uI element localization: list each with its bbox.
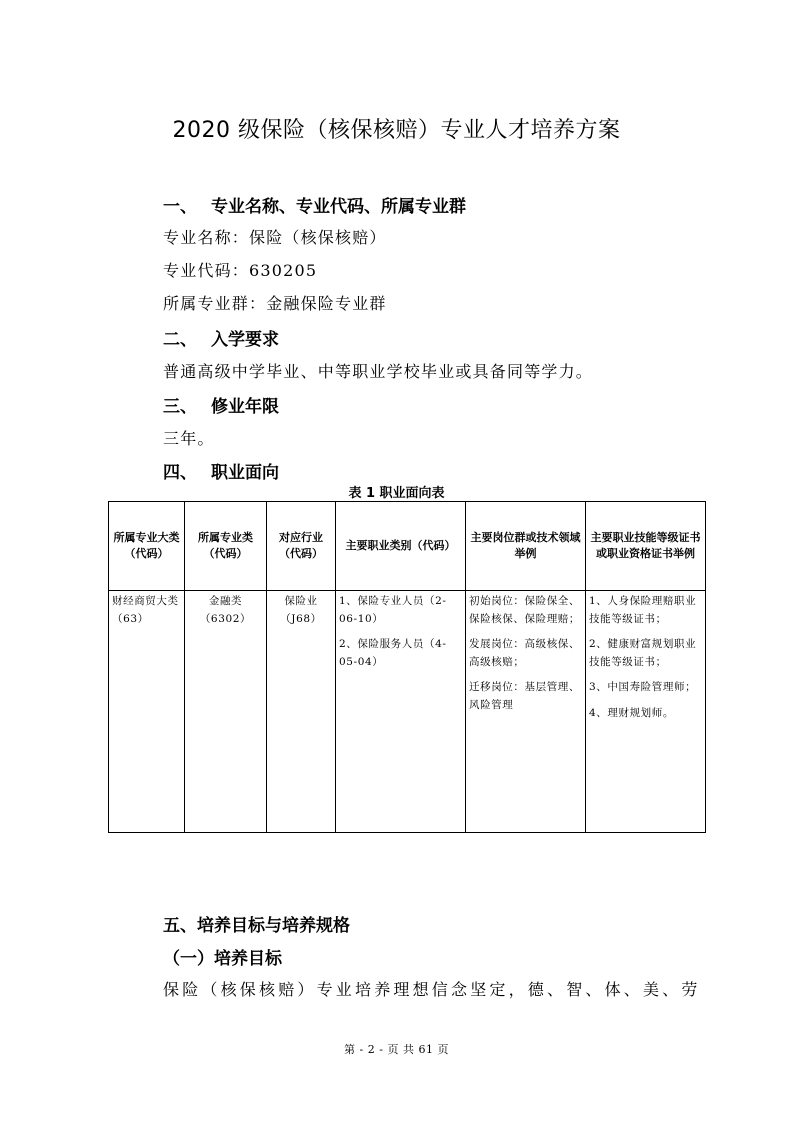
section-2-title: 入学要求	[211, 330, 279, 350]
list-item: 1、保险专业人员（2-06-10）	[339, 595, 447, 625]
table-header-row	[109, 502, 706, 591]
section-1-number: 一、	[163, 197, 197, 217]
table-row	[109, 591, 706, 833]
table-header: 主要岗位群或技术领域举例	[466, 502, 586, 591]
section-5-heading: 五、培养目标与培养规格	[163, 916, 350, 936]
cell-major-class	[185, 591, 267, 833]
cell-certificates	[586, 591, 706, 833]
section-3-number: 三、	[163, 397, 197, 417]
list-item: 发展岗位：高级核保、高级核赔；	[469, 638, 580, 668]
list-item: 4、理财规划师。	[589, 706, 674, 719]
major-class-code: （6302）	[199, 612, 252, 625]
duration-text: 三年。	[163, 429, 215, 448]
section-2-number: 二、	[163, 330, 197, 350]
list-item: 迁移岗位：基层管理、风险管理	[469, 681, 580, 711]
industry-code: （J68）	[280, 612, 322, 625]
section-4-title: 职业面向	[211, 463, 279, 483]
table-header: 对应行业（代码）	[267, 502, 336, 591]
cell-occupation-categories	[336, 591, 466, 833]
admission-text: 普通高级中学毕业、中等职业学校毕业或具备同等学力。	[163, 362, 594, 381]
major-name: 专业名称：保险（核保核赔）	[163, 228, 387, 247]
major-code: 专业代码：630205	[163, 261, 318, 280]
section-5-1-heading: （一）培养目标	[163, 949, 282, 969]
cell-industry	[267, 591, 336, 833]
list-item: 3、中国寿险管理师；	[589, 681, 697, 693]
industry-name: 保险业	[284, 595, 318, 607]
document-title: 2020 级保险（核保核赔）专业人才培养方案	[172, 118, 621, 143]
cell-major-category: 财经商贸大类（63）	[109, 591, 185, 833]
section-4-number: 四、	[163, 463, 197, 483]
section-1-heading	[163, 192, 466, 217]
section-4-heading	[163, 458, 279, 483]
list-item: 2、保险服务人员（4-05-04）	[339, 638, 447, 668]
section-3-title: 修业年限	[211, 397, 279, 417]
section-1-title: 专业名称、专业代码、所属专业群	[211, 197, 466, 217]
cell-positions	[466, 591, 586, 833]
goal-text: 保险（核保核赔）专业培养理想信念坚定，德、智、体、美、劳	[163, 980, 701, 999]
occupation-table	[108, 501, 706, 833]
table-header: 主要职业类别（代码）	[336, 502, 466, 591]
table-header: 所属专业类（代码）	[185, 502, 267, 591]
list-item: 2、健康财富规划职业技能等级证书；	[589, 638, 697, 668]
major-group: 所属专业群：金融保险专业群	[163, 294, 387, 313]
table-header: 所属专业大类（代码）	[109, 502, 185, 591]
list-item: 1、人身保险理赔职业技能等级证书；	[589, 595, 697, 625]
page-footer: 第 - 2 - 页 共 61 页	[344, 1043, 449, 1056]
section-2-heading	[163, 325, 279, 350]
section-3-heading	[163, 392, 279, 417]
table-caption: 表 1 职业面向表	[348, 486, 445, 501]
list-item: 初始岗位：保险保全、保险核保、保险理赔；	[469, 595, 580, 625]
major-class-name: 金融类	[208, 595, 243, 607]
table-header: 主要职业技能等级证书或职业资格证书举例	[586, 502, 706, 591]
